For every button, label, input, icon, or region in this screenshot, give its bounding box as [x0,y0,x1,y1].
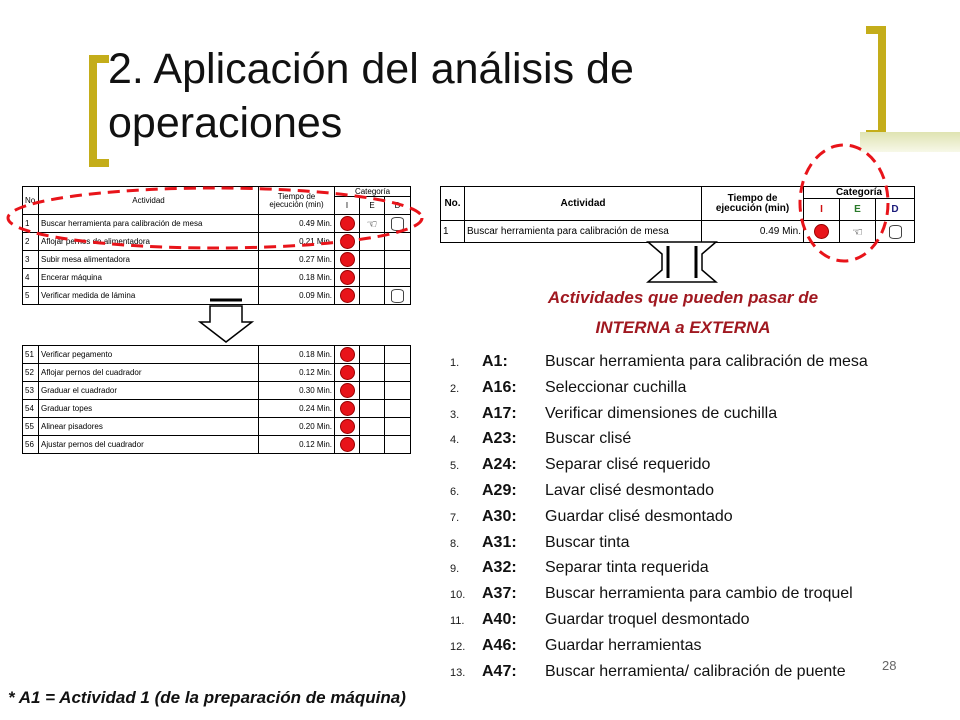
activity-description: Buscar herramienta/ calibración de puente [545,662,846,680]
operations-table-bottom [22,345,411,454]
cat-i-cell [335,400,360,418]
table-row [23,418,411,436]
activity-code: A47: [482,662,517,680]
cat-e-cell [360,287,385,305]
list-item [444,659,914,685]
double-arrow-icon [646,238,718,286]
activity-code: A23: [482,430,517,448]
table-row [23,269,411,287]
header-cat-d: D [876,199,915,221]
row-no: 52 [23,364,39,382]
activity-code: A40: [482,610,517,628]
cat-i-cell [335,382,360,400]
list-item [444,504,914,530]
activity-number: 2. [450,382,460,395]
row-activity: Verificar medida de lámina [39,287,259,305]
activity-description: Buscar herramienta para cambio de troquel [545,585,853,603]
row-time: 0.18 Min. [259,346,335,364]
activity-number: 13. [450,666,466,679]
row-no: 2 [23,233,39,251]
internal-dot-icon [340,401,355,416]
cat-i-cell [335,346,360,364]
down-arrow-icon [196,298,256,346]
activity-description: Verificar dimensiones de cuchilla [545,404,778,422]
header-no: No. [441,187,465,221]
cat-i-cell [335,364,360,382]
cat-e-cell [360,436,385,454]
row-time: 0.20 Min. [259,418,335,436]
row-no: 5 [23,287,39,305]
row-time: 0.49 Min. [702,221,804,243]
internal-dot-icon [340,270,355,285]
row-time: 0.27 Min. [259,251,335,269]
header-cat-e: E [840,199,876,221]
cat-d-cell [385,400,411,418]
activity-code: A24: [482,456,517,474]
row-time: 0.12 Min. [259,364,335,382]
activity-number: 1. [450,357,460,369]
header-cat-i: I [335,197,360,215]
internal-dot-icon [340,288,355,303]
table-row [23,382,411,400]
cat-i-cell [335,287,360,305]
activity-code: A29: [482,481,517,499]
row-time: 0.21 Min. [259,233,335,251]
row-no: 55 [23,418,39,436]
list-item [444,530,914,556]
activity-code: A16: [482,378,517,396]
activity-code: A30: [482,507,517,525]
list-item [444,349,914,375]
cat-e-cell [360,382,385,400]
internal-dot-icon [340,347,355,362]
header-cat-e: E [360,197,385,215]
row-no: 53 [23,382,39,400]
cat-d-cell [385,269,411,287]
section-heading: Actividades que pueden pasar de [547,288,819,307]
header-no: No. [23,187,39,215]
internal-dot-icon [340,365,355,380]
header-activity: Actividad [465,187,702,221]
activity-description: Separar tinta requerida [545,559,709,577]
row-activity: Verificar pegamento [39,346,259,364]
hand-icon: ☜ [366,216,378,231]
activity-number: 9. [450,563,460,576]
cat-e-cell [360,269,385,287]
internal-dot-icon [340,419,355,434]
cat-d-cell [385,436,411,454]
row-activity: Alinear pisadores [39,418,259,436]
row-time: 0.49 Min. [259,215,335,233]
row-no: 51 [23,346,39,364]
row-time: 0.30 Min. [259,382,335,400]
row-activity: Aflojar pernos de alimentadora [39,233,259,251]
activity-number: 7. [450,511,460,524]
table-row [23,400,411,418]
table-row [23,346,411,364]
highlight-ellipse-right [794,140,894,270]
header-category: Categoría [804,187,915,199]
list-item [444,581,914,607]
activity-code: A37: [482,585,517,603]
activity-description: Buscar tinta [545,533,630,551]
hand-icon: ☜ [852,224,863,239]
page-title: 2. Aplicación del análisis de operaciones [108,45,634,147]
table-row [23,436,411,454]
activity-description: Lavar clisé desmontado [545,481,714,499]
activity-number: 6. [450,485,460,498]
footnote: * A1 = Actividad 1 (de la preparación de máquina) [8,688,406,707]
header-time: Tiempo de ejecución (min) [259,187,335,215]
activity-code: A1: [482,353,508,370]
activity-number: 3. [450,408,460,421]
row-activity: Ajustar pernos del cuadrador [39,436,259,454]
activity-code: A31: [482,533,517,551]
row-time: 0.12 Min. [259,436,335,454]
highlight-ellipse-left [0,180,430,260]
row-time: 0.18 Min. [259,269,335,287]
activity-list [444,349,914,684]
activity-description: Guardar herramientas [545,636,702,654]
activity-number: 4. [450,434,460,447]
activity-number: 10. [450,589,466,602]
activity-description: Buscar herramienta para calibración de mesa [545,353,868,370]
row-activity: Buscar herramienta para calibración de mesa [465,221,702,243]
internal-dot-icon [340,383,355,398]
row-time: 0.09 Min. [259,287,335,305]
activity-number: 11. [450,614,465,627]
list-item [444,426,914,452]
activity-description: Guardar troquel desmontado [545,610,750,628]
list-item [444,607,914,633]
page-number: 28 [882,658,897,673]
activity-description: Seleccionar cuchilla [545,378,687,396]
cat-d-cell [385,287,411,305]
section-subheading: INTERNA a EXTERNA [595,318,771,337]
cat-e-cell [360,364,385,382]
activity-number: 8. [450,537,460,550]
cat-e-cell [360,400,385,418]
internal-dot-icon [340,437,355,452]
row-activity: Buscar herramienta para calibración de mesa [39,215,259,233]
row-activity: Graduar el cuadrador [39,382,259,400]
activity-description: Buscar clisé [545,430,632,448]
list-item [444,555,914,581]
activity-description: Separar clisé requerido [545,456,711,474]
header-time: Tiempo de ejecución (min) [702,187,804,221]
row-activity: Subir mesa alimentadora [39,251,259,269]
cat-d-cell [385,364,411,382]
cat-e-cell [360,418,385,436]
row-activity: Aflojar pernos del cuadrador [39,364,259,382]
row-no: 56 [23,436,39,454]
row-activity: Graduar topes [39,400,259,418]
header-activity: Actividad [39,187,259,215]
activity-code: A32: [482,559,517,577]
header-cat-i: I [804,199,840,221]
header-cat-d: D [385,197,411,215]
list-item [444,401,914,427]
cat-d-cell [385,382,411,400]
activity-number: 5. [450,460,460,473]
storage-icon [391,289,404,303]
cat-d-cell [385,346,411,364]
activity-description: Guardar clisé desmontado [545,507,733,525]
list-item [444,633,914,659]
row-no: 1 [23,215,39,233]
cat-i-cell [335,269,360,287]
cat-d-cell [385,418,411,436]
header-category: Categoría [335,187,411,197]
row-activity: Encerar máquina [39,269,259,287]
activity-code: A17: [482,404,517,422]
cat-i-cell [335,436,360,454]
table-row [23,364,411,382]
list-item [444,452,914,478]
row-no: 3 [23,251,39,269]
list-item [444,375,914,401]
row-time: 0.24 Min. [259,400,335,418]
list-item [444,478,914,504]
cat-i-cell [335,418,360,436]
activity-number: 12. [450,640,466,653]
cat-e-cell [360,346,385,364]
row-no: 1 [441,221,465,243]
row-no: 4 [23,269,39,287]
row-no: 54 [23,400,39,418]
activity-code: A46: [482,636,517,654]
